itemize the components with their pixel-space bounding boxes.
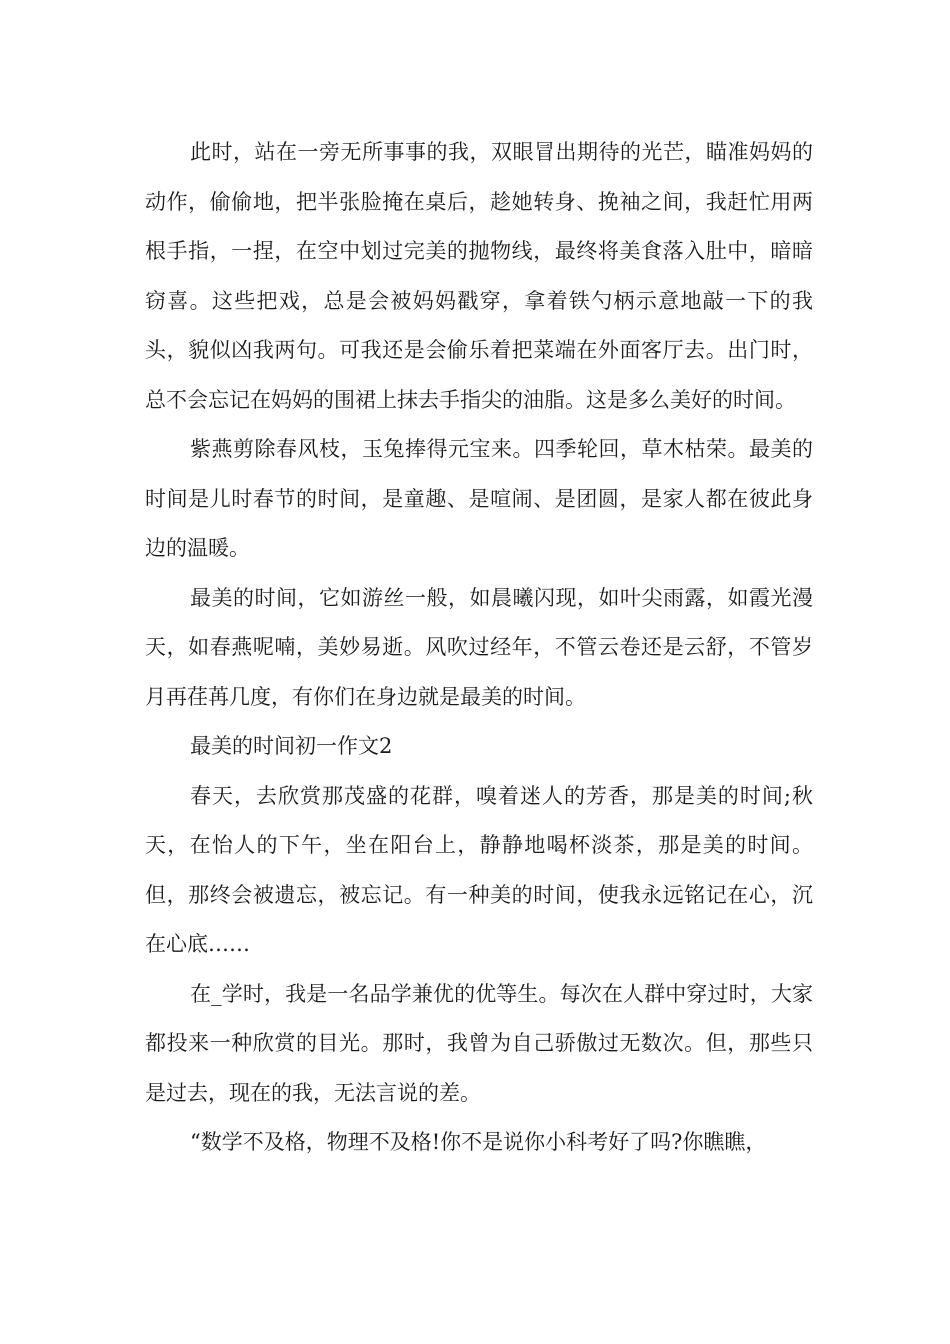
document-body	[145, 128, 813, 1168]
paragraph-school: 在_学时，我是一名品学兼优的优等生。每次在人群中穿过时，大家都投来一种欣赏的目光。那时，我曾为自己骄傲过无数次。但，那些只是过去，现在的我，无法言说的差。	[145, 981, 813, 1105]
paragraph-kitchen-memory: 此时，站在一旁无所事事的我，双眼冒出期待的光芒，瞄准妈妈的动作，偷偷地，把半张脸掩在桌后，趁她转身、挽袖之间，我赶忙用两根手指，一捏，在空中划过完美的抛物线，最终将美食落入肚中，暗暗窃喜。这些把戏，总是会被妈妈戳穿，拿着铁勺柄示意地敲一下的我头，貌似凶我两句。可我还是会偷乐着把菜端在外面客厅去。出门时，总不会忘记在妈妈的围裙上抹去手指尖的油脂。这是多么美好的时间。	[145, 140, 813, 412]
paragraph-beautiful-time: 最美的时间，它如游丝一般，如晨曦闪现，如叶尖雨露，如霞光漫天，如春燕呢喃，美妙易逝。风吹过经年，不管云卷还是云舒，不管岁月再荏苒几度，有你们在身边就是最美的时间。	[145, 585, 813, 709]
essay-title: 最美的时间初一作文2	[190, 734, 393, 758]
paragraph-spring-festival: 紫燕剪除春风枝，玉兔捧得元宝来。四季轮回，草木枯荣。最美的时间是儿时春节的时间，是童趣、是喧闹、是团圆，是家人都在彼此身边的温暖。	[145, 437, 813, 560]
paragraph-exam-quote: “数学不及格，物理不及格!你不是说你小科考好了吗?你瞧瞧，	[190, 1130, 767, 1154]
paragraph-seasons: 春天，去欣赏那茂盛的花群，嗅着迷人的芳香，那是美的时间;秋天，在怡人的下午，坐在阳台上，静静地喝杯淡茶，那是美的时间。但，那终会被遗忘，被忘记。有一种美的时间，使我永远铭记在心，沉在心底……	[145, 783, 813, 956]
